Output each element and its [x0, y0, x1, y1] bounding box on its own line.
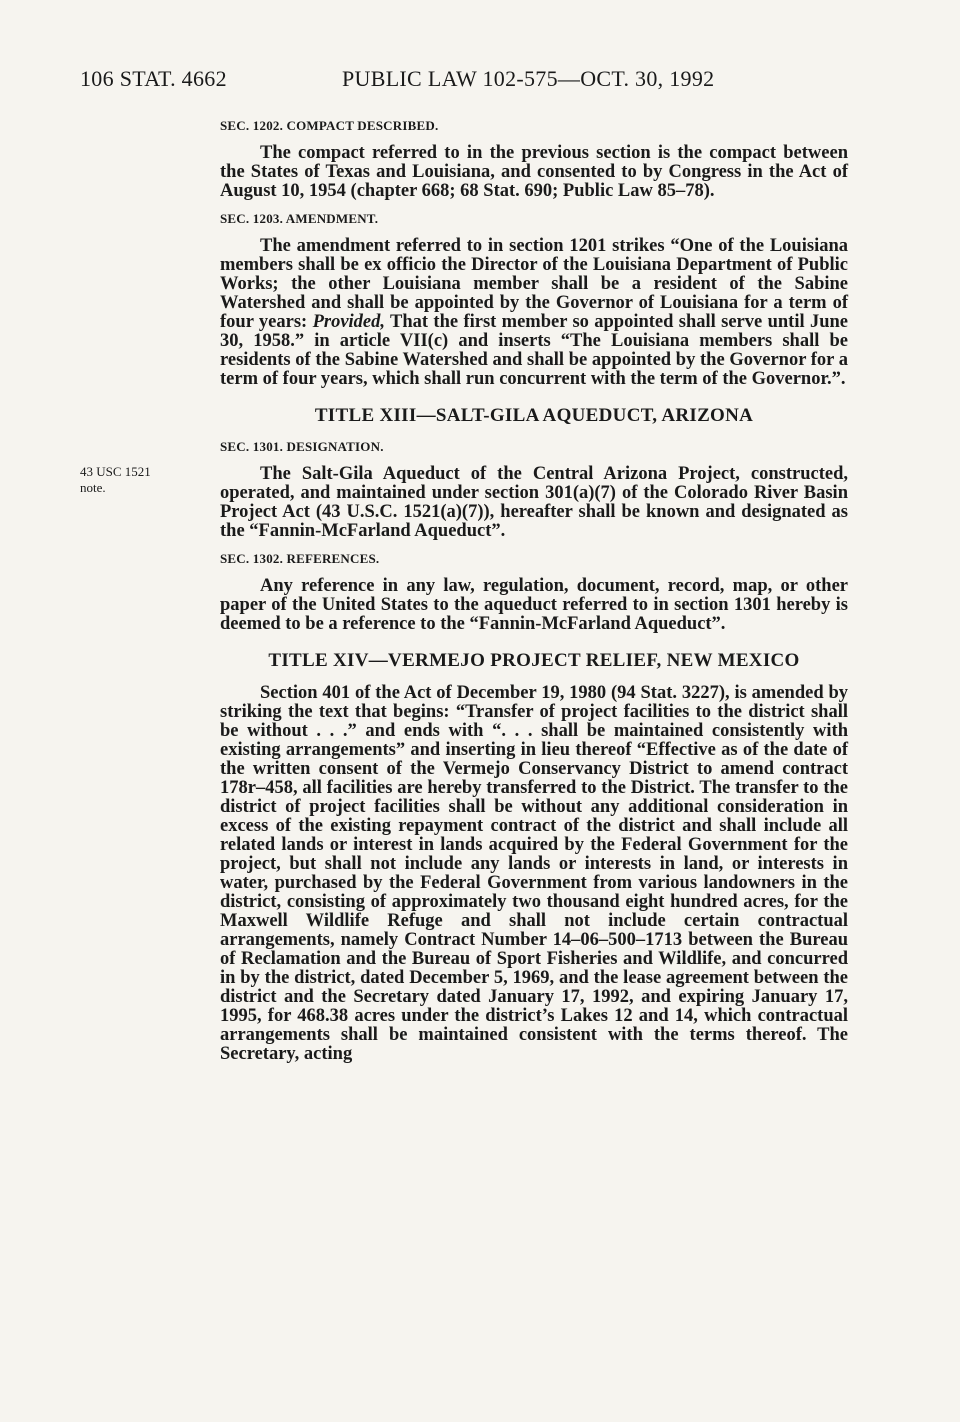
margin-note-citation: 43 USC 1521: [80, 464, 151, 479]
section-heading-1301: SEC. 1301. DESIGNATION.: [220, 439, 384, 454]
section-text-1203-part-a: The amendment referred to in section 1201 strikes “One of the Louisiana members shall be ex officio the Director of the Louisiana Department of Public Works; the other Louisiana member shall be a resident of the Sabine Watershed and shall be appointed by the Governor of Louisiana for a term of four years:: [220, 236, 848, 332]
provided-italic: Provided,: [312, 312, 386, 332]
section-text-401-amendment: Section 401 of the Act of December 19, 1980 (94 Stat. 3227), is amended by striking the text that begins: “Transfer of project facilities to the district shall be without . . .” and ends with “. . . shall be maintained consistently with existing arrangements” and inserting in lieu thereof “Effective as of the date of the written consent of the Vermejo Conservancy District to amend contract 178r–458, all facilities are hereby transferred to the District. The transfer to the district of project facilities shall be without any additional consideration in excess of the existing repayment contract of the district and shall include all related lands or interest in lands acquired by the Federal Government for the project, but shall not include any lands or interests in land, or interests in water, purchased by the Federal Government from various landowners in the district, consisting of approximately two thousand eight hundred acres, for the Maxwell Wildlife Refuge and shall not include certain contractual arrangements, namely Contract Number 14–06–500–1713 between the Bureau of Reclamation and the Bureau of Sport Fisheries and Wildlife, and concurred in by the district, dated December 5, 1969, and the lease agreement between the district and the Secretary dated January 17, 1992, and expiring January 17, 1995, for 468.38 acres under the district’s Lakes 12 and 14, which contractual arrangements shall be maintained consistent with the terms thereof. The Secretary, acting: [220, 683, 848, 1064]
section-text-1202: The compact referred to in the previous section is the compact between the States of Texas and Louisiana, and consented to by Congress in the Act of August 10, 1954 (chapter 668; 68 Stat. 690; Public Law 85–78).: [220, 143, 848, 201]
document-body: [220, 118, 848, 1074]
section-heading-1302: SEC. 1302. REFERENCES.: [220, 551, 380, 566]
title-xiv-heading: TITLE XIV—VERMEJO PROJECT RELIEF, NEW MEXICO: [268, 650, 800, 671]
margin-note-label: note.: [80, 480, 106, 495]
title-xiii-heading: TITLE XIII—SALT-GILA AQUEDUCT, ARIZONA: [314, 405, 754, 426]
section-text-1301: The Salt-Gila Aqueduct of the Central Arizona Project, constructed, operated, and maintained under section 301(a)(7) of the Colorado River Basin Project Act (43 U.S.C. 1521(a)(7)), hereafter shall be known and designated as the “Fannin-McFarland Aqueduct”.: [220, 464, 848, 541]
section-text-1203-part-b: That the first member so appointed shall serve until June 30, 1958.” in article VII(c) and inserts “The Louisiana members shall be residents of the Sabine Watershed and shall be appointed by the Governor for a term of four years, which shall run concurrent with the term of the Governor.”.: [220, 312, 849, 389]
margin-note: [80, 464, 200, 496]
section-text-1302: Any reference in any law, regulation, document, record, map, or other paper of the United States to the aqueduct referred to in section 1301 hereby is deemed to be a reference to the “Fannin-McFarland Aqueduct”.: [220, 576, 848, 634]
section-text-1203: [220, 237, 848, 389]
section-heading-1203: SEC. 1203. AMENDMENT.: [220, 211, 379, 226]
statute-page-number: 106 STAT. 4662: [80, 66, 227, 91]
section-heading-1202: SEC. 1202. COMPACT DESCRIBED.: [220, 118, 439, 133]
public-law-citation: PUBLIC LAW 102-575—OCT. 30, 1992: [342, 66, 715, 91]
